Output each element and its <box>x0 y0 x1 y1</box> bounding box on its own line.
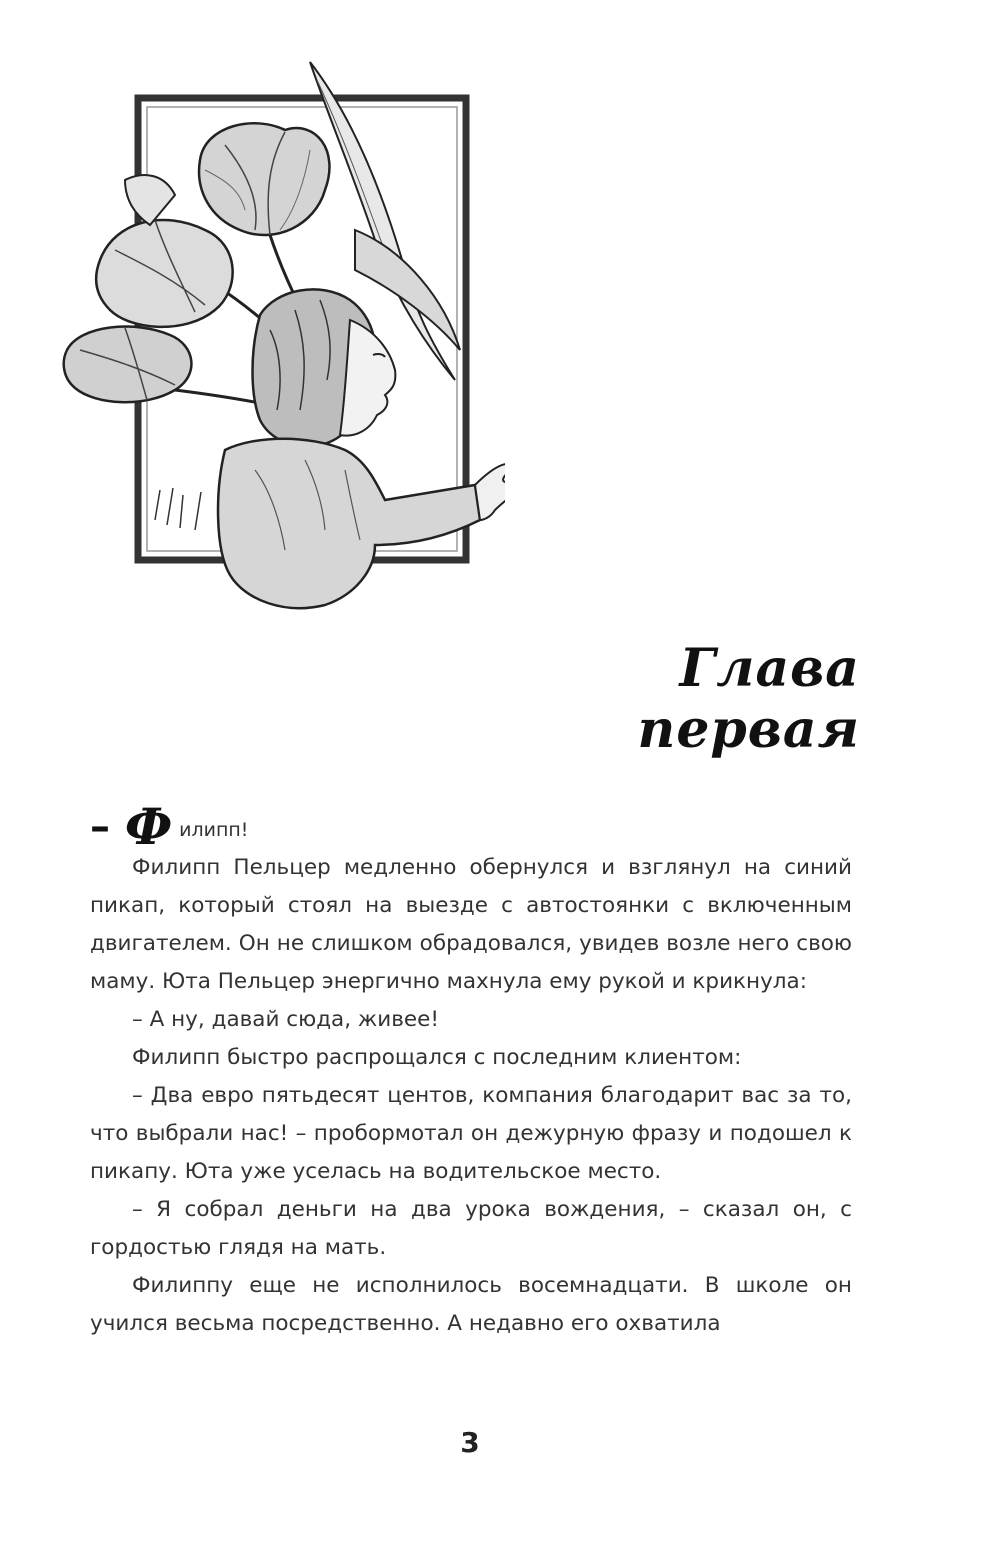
opening-dash: – <box>90 804 110 850</box>
paragraph: Филиппу еще не исполнилось восемнадцати. В школе он учился весьма посредственно. А недавно его охватила <box>90 1273 852 1336</box>
paragraph: Филипп быстро распрощался с последним клиентом: <box>132 1045 742 1070</box>
opening-line <box>90 797 852 856</box>
opening-word: илипп! <box>179 819 249 841</box>
girl-with-tulips-icon <box>55 50 505 620</box>
paragraph: – А ну, давай сюда, живее! <box>132 1007 439 1032</box>
paragraph: – Я собрал деньги на два урока вождения, – сказал он, с гордостью глядя на мать. <box>90 1197 852 1260</box>
paragraph: Филипп Пельцер медленно обернулся и взглянул на синий пикап, который стоял на выезде с автостоянки с включенным двигателем. Он не слишком обрадовался, увидев возле него свою маму. Юта Пельцер энергично махнула ему рукой и крикнула: <box>90 855 852 994</box>
drop-cap: Ф <box>124 797 173 856</box>
chapter-title: Глава первая <box>637 638 860 760</box>
page-number: 3 <box>460 1426 480 1459</box>
chapter-illustration <box>55 50 505 620</box>
chapter-text <box>90 797 852 1343</box>
paragraph: – Два евро пятьдесят центов, компания благодарит вас за то, что выбрали нас! – пробормотал он дежурную фразу и подошел к пикапу. Юта уже уселась на водительское место. <box>90 1083 852 1184</box>
